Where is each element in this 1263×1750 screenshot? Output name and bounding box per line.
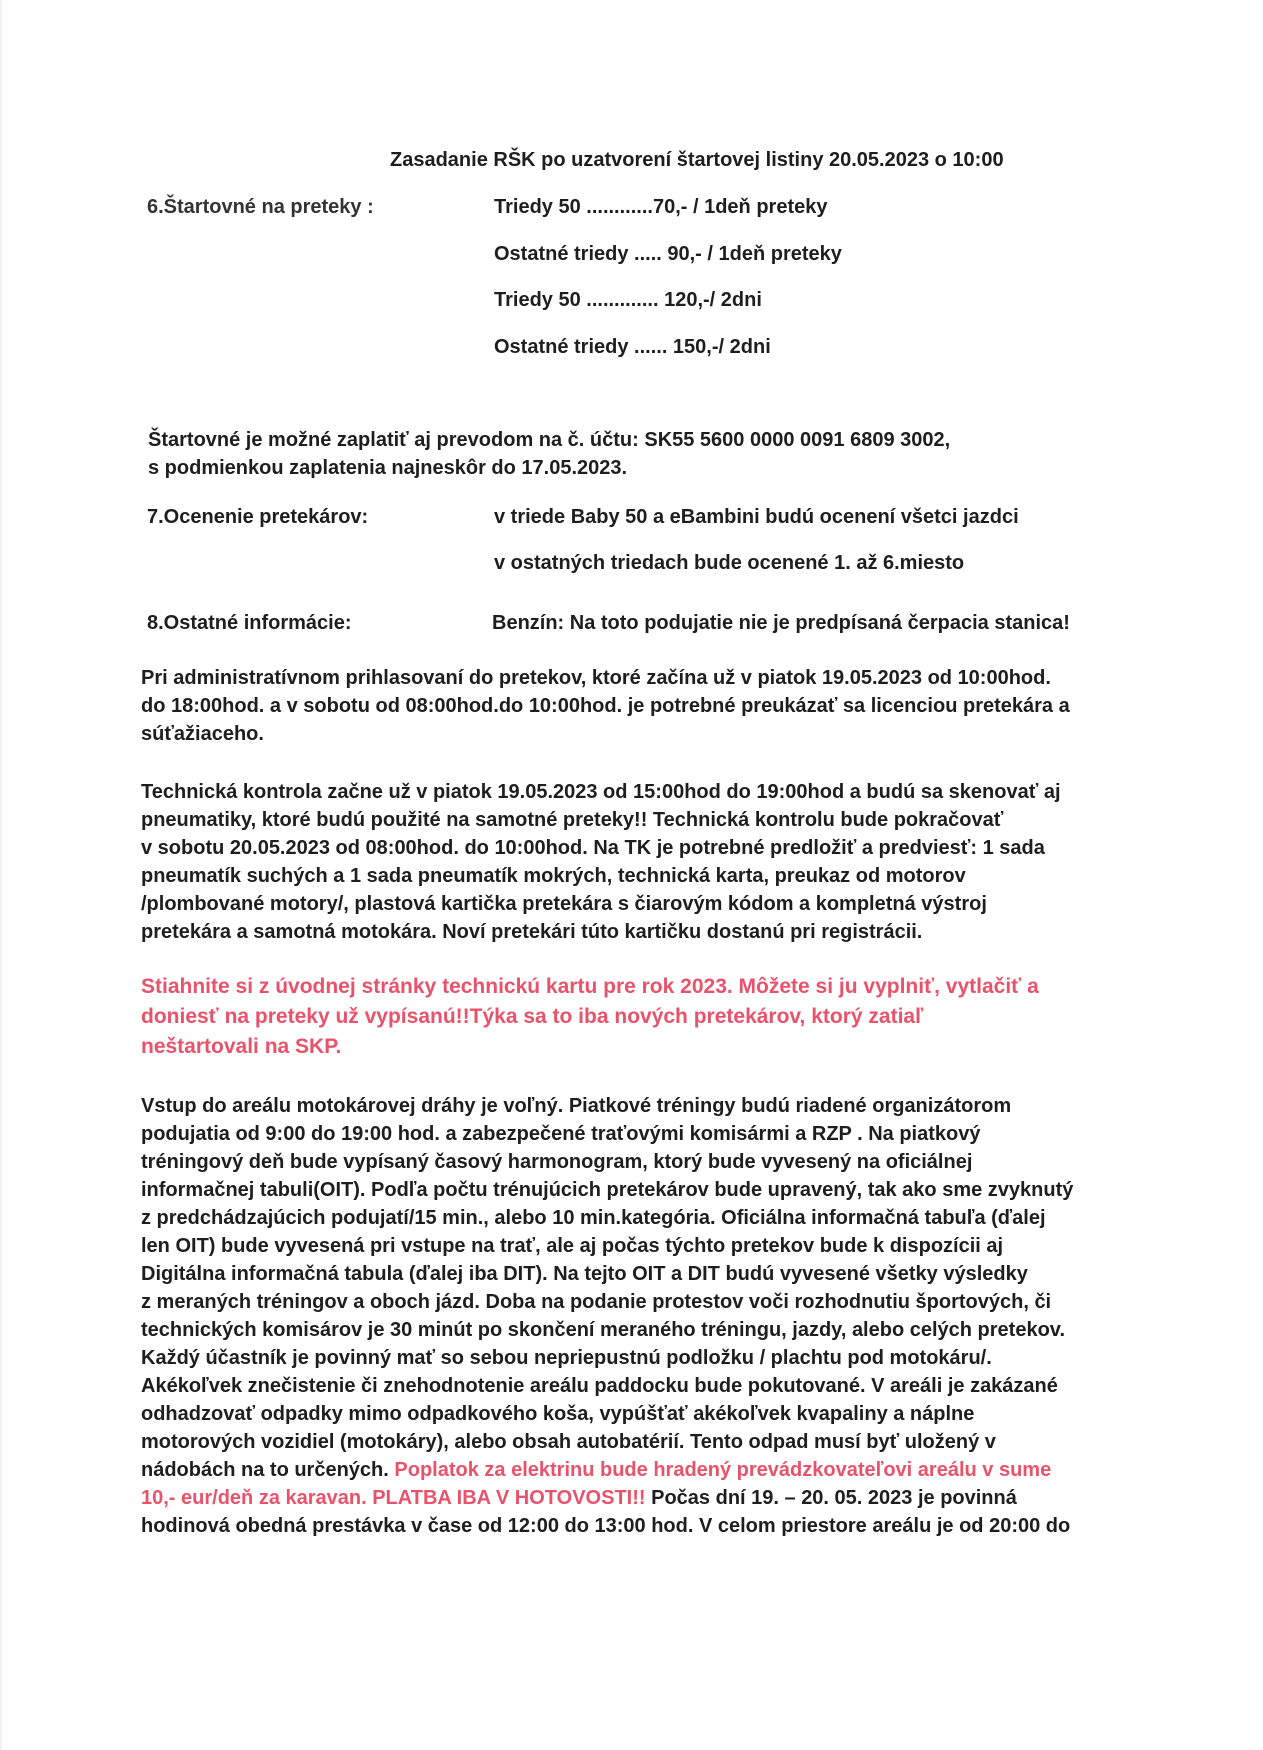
- section-6-label: 6.Štartovné na preteky :: [147, 196, 374, 218]
- venue-line: informačnej tabuli(OIT). Podľa počtu trénujúcich pretekárov bude upravený, tak ako sme zvyknutý: [141, 1179, 1074, 1201]
- venue-text: Počas dní 19. – 20. 05. 2023 je povinná: [645, 1487, 1017, 1509]
- admin-line: súťažiaceho.: [141, 723, 264, 745]
- venue-line: Digitálna informačná tabula (ďalej iba DIT). Na tejto OIT a DIT budú vyvesené všetky výsledky: [141, 1263, 1028, 1285]
- admin-paragraph: [141, 664, 1070, 748]
- electricity-fee-notice: Poplatok za elektrinu bude hradený prevádzkovateľovi areálu v sume: [388, 1459, 1052, 1481]
- technical-line: pretekára a samotná motokára. Noví pretekári túto kartičku dostanú pri registrácii.: [141, 921, 923, 943]
- venue-line: Každý účastník je povinný mať so sebou nepriepustnú podložku / plachtu pod motokáru/.: [141, 1347, 992, 1369]
- venue-line: Vstup do areálu motokárovej dráhy je voľný. Piatkové tréningy budú riadené organizátorom: [141, 1095, 1012, 1117]
- technical-line: pneumatiky, ktoré budú použité na samotné preteky!! Technická kontrolu bude pokračovať: [141, 809, 1004, 831]
- fee-item: Triedy 50 ............. 120,-/ 2dni: [494, 289, 762, 311]
- notice-line: neštartovali na SKP.: [141, 1035, 342, 1058]
- technical-line: /plombované motory/, plastová kartička pretekára s čiarovým kódom a kompletná výstroj: [141, 893, 987, 915]
- payment-line: Štartovné je možné zaplatiť aj prevodom na č. účtu: SK55 5600 0000 0091 6809 3002,: [148, 429, 951, 451]
- fee-item: Ostatné triedy ...... 150,-/ 2dni: [494, 336, 771, 358]
- venue-line: podujatia od 9:00 do 19:00 hod. a zabezpečené traťovými komisármi a RZP . Na piatkový: [141, 1123, 981, 1145]
- venue-text: nádobách na to určených.: [141, 1459, 389, 1481]
- notice-line: Stiahnite si z úvodnej stránky technickú kartu pre rok 2023. Môžete si ju vyplniť, vytlačiť a: [141, 975, 1039, 998]
- section-7-label: 7.Ocenenie pretekárov:: [147, 506, 369, 528]
- venue-paragraph: [141, 1092, 1073, 1540]
- venue-line-mixed: [141, 1484, 1073, 1512]
- fee-item: Ostatné triedy ..... 90,- / 1deň preteky: [494, 243, 842, 265]
- award-item: v triede Baby 50 a eBambini budú ocenení všetci jazdci: [494, 506, 1019, 528]
- notice-line: doniesť na preteky už vypísanú!!Týka sa to iba nových pretekárov, ktorý zatiaľ: [141, 1005, 924, 1028]
- notice-paragraph: [141, 972, 1039, 1062]
- technical-line: v sobotu 20.05.2023 od 08:00hod. do 10:00hod. Na TK je potrebné predložiť a predviesť: 1 sada: [141, 837, 1045, 859]
- technical-line: pneumatík suchých a 1 sada pneumatík mokrých, technická karta, preukaz od motorov: [141, 865, 966, 887]
- cash-payment-notice: 10,- eur/deň za karavan. PLATBA IBA V HOTOVOSTI!!: [141, 1487, 646, 1509]
- fuel-info: Benzín: Na toto podujatie nie je predpísaná čerpacia stanica!: [492, 612, 1070, 634]
- venue-line: hodinová obedná prestávka v čase od 12:00 do 13:00 hod. V celom priestore areálu je od 20:00 do: [141, 1515, 1071, 1537]
- fee-item: Triedy 50 ............70,- / 1deň preteky: [494, 196, 828, 218]
- payment-line: s podmienkou zaplatenia najneskôr do 17.05.2023.: [148, 457, 628, 479]
- venue-line: odhadzovať odpadky mimo odpadkového koša, vypúšťať akékoľvek kvapaliny a náplne: [141, 1403, 975, 1425]
- section-8-label: 8.Ostatné informácie:: [147, 612, 352, 634]
- technical-paragraph: [141, 778, 1061, 946]
- payment-paragraph: [148, 426, 950, 482]
- technical-line: Technická kontrola začne už v piatok 19.05.2023 od 15:00hod do 19:00hod a budú sa skenovať aj: [141, 781, 1061, 803]
- venue-line: technických komisárov je 30 minút po skončení meraného tréningu, jazdy, alebo celých pretekov.: [141, 1319, 1065, 1341]
- venue-line: motorových vozidiel (motokáry), alebo obsah autobatérií. Tento odpad musí byť uložený v: [141, 1431, 996, 1453]
- venue-line: tréningový deň bude vypísaný časový harmonogram, ktorý bude vyvesený na oficiálnej: [141, 1151, 973, 1173]
- admin-line: do 18:00hod. a v sobotu od 08:00hod.do 10:00hod. je potrebné preukázať sa licenciou pretekára a: [141, 695, 1070, 717]
- award-item: v ostatných triedach bude ocenené 1. až 6.miesto: [494, 552, 965, 574]
- document-title: Zasadanie RŠK po uzatvorení štartovej listiny 20.05.2023 o 10:00: [390, 149, 1004, 171]
- venue-line: z meraných tréningov a oboch jázd. Doba na podanie protestov voči rozhodnutiu športových, či: [141, 1291, 1052, 1313]
- venue-line: z predchádzajúcich podujatí/15 min., alebo 10 min.kategória. Oficiálna informačná tabuľa (ďalej: [141, 1207, 1046, 1229]
- scan-edge-left: [0, 0, 2, 1750]
- venue-line: Akékoľvek znečistenie či znehodnotenie areálu paddocku bude pokutované. V areáli je zakázané: [141, 1375, 1058, 1397]
- venue-line: len OIT) bude vyvesená pri vstupe na trať, ale aj počas týchto pretekov bude k dispozícii aj: [141, 1235, 1004, 1257]
- venue-line-mixed: [141, 1456, 1073, 1484]
- admin-line: Pri administratívnom prihlasovaní do pretekov, ktoré začína už v piatok 19.05.2023 od 10:00hod.: [141, 667, 1051, 689]
